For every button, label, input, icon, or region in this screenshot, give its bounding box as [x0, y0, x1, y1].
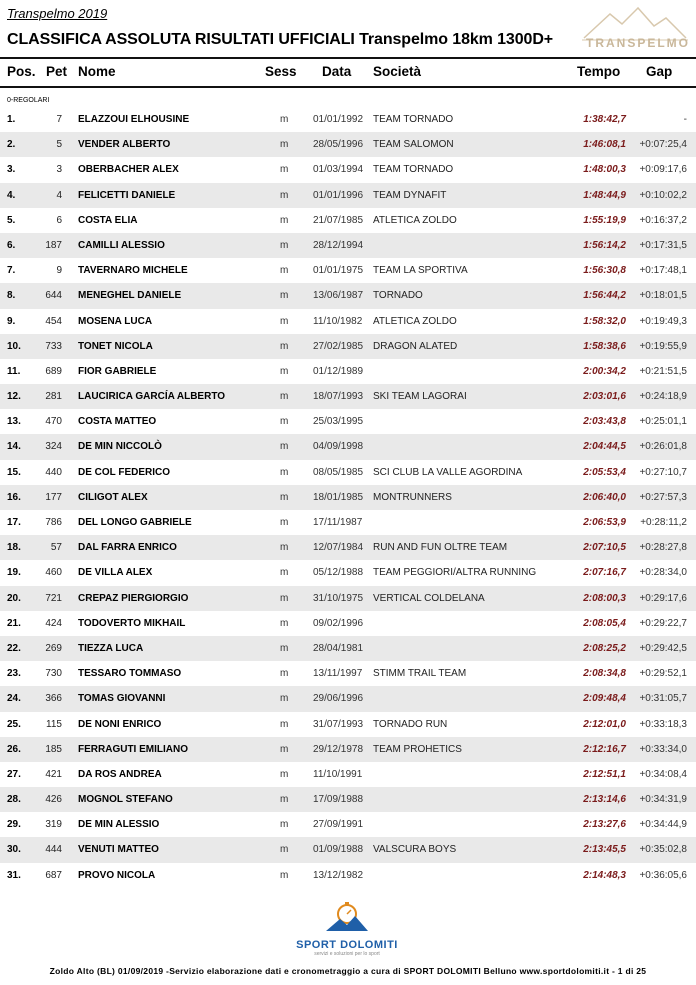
row-birthdate: 18/07/1993	[313, 391, 364, 403]
col-date: Data	[322, 64, 352, 79]
row-birthdate: 01/01/1992	[313, 114, 364, 125]
row-bib: 7	[56, 114, 62, 125]
row-position: 6.	[7, 239, 16, 251]
row-time: 2:08:00,3	[583, 592, 626, 604]
row-bib: 185	[45, 743, 62, 755]
row-time: 2:13:45,5	[583, 844, 626, 856]
row-sex: m	[280, 466, 289, 478]
row-bib: 9	[56, 265, 62, 277]
row-name: DE VILLA ALEX	[78, 567, 153, 579]
row-name: TONET NICOLA	[78, 340, 153, 352]
row-sex: m	[280, 189, 289, 201]
row-gap: +0:28:27,8	[639, 542, 687, 554]
row-position: 8.	[7, 290, 16, 302]
table-row	[0, 787, 696, 812]
row-bib: 3	[56, 164, 62, 176]
row-birthdate: 28/04/1981	[313, 642, 364, 654]
row-position: 12.	[7, 391, 21, 403]
row-gap: +0:16:37,2	[639, 214, 687, 226]
row-bib: 454	[45, 315, 62, 327]
row-time: 2:07:16,7	[583, 567, 626, 579]
row-gap: +0:09:17,6	[639, 164, 687, 176]
logo-word: TRANSPELMO	[586, 36, 690, 50]
row-name: MOGNOL STEFANO	[78, 794, 173, 806]
row-birthdate: 01/01/1975	[313, 265, 364, 277]
row-bib: 644	[45, 290, 62, 302]
row-birthdate: 17/09/1988	[313, 794, 364, 806]
row-sex: m	[280, 794, 289, 806]
table-row	[0, 611, 696, 636]
row-club: SKI TEAM LAGORAI	[373, 391, 467, 403]
row-time: 1:48:00,3	[583, 164, 626, 176]
table-row	[0, 712, 696, 737]
row-gap: +0:17:31,5	[639, 239, 687, 251]
row-position: 27.	[7, 768, 21, 780]
row-gap: +0:29:17,6	[639, 592, 687, 604]
table-row	[0, 586, 696, 611]
row-position: 22.	[7, 642, 21, 654]
row-sex: m	[280, 542, 289, 554]
row-club: TEAM SALOMON	[373, 139, 454, 151]
row-sex: m	[280, 844, 289, 856]
row-gap: +0:21:51,5	[639, 365, 687, 377]
row-time: 1:48:44,9	[583, 189, 626, 201]
row-sex: m	[280, 768, 289, 780]
row-sex: m	[280, 869, 289, 881]
row-sex: m	[280, 214, 289, 226]
table-row	[0, 283, 696, 308]
row-sex: m	[280, 743, 289, 755]
row-position: 25.	[7, 718, 21, 730]
row-gap: +0:28:11,2	[640, 517, 687, 528]
table-row	[0, 384, 696, 409]
brand-tagline: servizi e soluzioni per lo sport	[314, 951, 380, 957]
row-bib: 426	[45, 794, 62, 806]
stopwatch-mountain-icon	[324, 902, 370, 932]
row-bib: 187	[45, 239, 62, 251]
row-bib: 6	[56, 214, 62, 226]
row-gap: +0:26:01,8	[639, 441, 687, 453]
row-position: 24.	[7, 693, 21, 705]
row-club: ATLETICA ZOLDO	[373, 315, 457, 327]
row-time: 1:56:44,2	[583, 290, 626, 302]
row-time: 2:03:01,6	[583, 391, 626, 403]
row-position: 4.	[7, 189, 16, 201]
row-birthdate: 17/11/1987	[313, 517, 363, 528]
table-row	[0, 183, 696, 208]
row-name: MOSENA LUCA	[78, 315, 153, 327]
row-birthdate: 28/12/1994	[313, 239, 364, 251]
row-bib: 440	[45, 466, 62, 478]
row-bib: 366	[45, 693, 62, 705]
table-row	[0, 560, 696, 585]
row-time: 1:38:42,7	[583, 114, 626, 125]
row-sex: m	[280, 491, 289, 503]
row-sex: m	[280, 290, 289, 302]
row-bib: 730	[45, 668, 62, 680]
row-bib: 424	[45, 617, 62, 629]
table-row	[0, 107, 696, 132]
row-club: TORNADO RUN	[373, 718, 448, 730]
row-name: LAUCIRICA GARCÍA ALBERTO	[78, 391, 226, 403]
col-pet: Pet	[46, 64, 68, 79]
row-time: 1:55:19,9	[583, 214, 626, 226]
brand-name: SPORT DOLOMITI	[296, 939, 398, 951]
row-gap: +0:19:55,9	[639, 340, 687, 352]
row-name: ELAZZOUI ELHOUSINE	[78, 114, 190, 125]
row-bib: 5	[56, 139, 62, 151]
results-table	[0, 107, 696, 888]
row-gap: +0:33:34,0	[639, 743, 687, 755]
row-sex: m	[280, 693, 289, 705]
row-position: 1.	[7, 114, 16, 125]
row-position: 16.	[7, 491, 21, 503]
col-club: Società	[373, 64, 422, 79]
table-row	[0, 837, 696, 862]
table-row	[0, 737, 696, 762]
row-birthdate: 27/02/1985	[313, 340, 364, 352]
row-bib: 281	[45, 391, 62, 403]
row-time: 2:12:51,1	[583, 768, 626, 780]
row-position: 3.	[7, 164, 16, 176]
row-bib: 115	[46, 718, 62, 730]
event-title: Transpelmo 2019	[7, 6, 108, 21]
row-name: MENEGHEL DANIELE	[78, 290, 182, 302]
row-birthdate: 01/12/1989	[313, 365, 364, 377]
row-sex: m	[280, 114, 289, 125]
col-pos: Pos.	[7, 64, 36, 79]
row-name: VENDER ALBERTO	[78, 139, 171, 151]
row-sex: m	[280, 340, 289, 352]
row-sex: m	[280, 441, 289, 453]
table-row	[0, 334, 696, 359]
row-gap: +0:33:18,3	[639, 718, 687, 730]
row-time: 2:13:27,6	[583, 819, 626, 831]
col-gap: Gap	[646, 64, 673, 79]
row-sex: m	[280, 365, 289, 377]
row-gap: +0:10:02,2	[639, 189, 687, 201]
row-club: ATLETICA ZOLDO	[373, 214, 457, 226]
row-time: 1:56:30,8	[583, 265, 626, 277]
row-name: FIOR GABRIELE	[78, 365, 157, 377]
row-position: 15.	[7, 466, 21, 478]
row-sex: m	[280, 315, 289, 327]
row-gap: +0:31:05,7	[639, 693, 687, 705]
row-position: 9.	[7, 315, 16, 327]
row-gap: +0:36:05,6	[639, 869, 687, 881]
row-time: 2:06:53,9	[583, 517, 626, 528]
row-birthdate: 18/01/1985	[313, 491, 364, 503]
row-name: TIEZZA LUCA	[78, 642, 144, 654]
row-birthdate: 29/12/1978	[313, 743, 364, 755]
row-position: 21.	[7, 617, 21, 629]
row-club: MONTRUNNERS	[373, 491, 452, 503]
col-name: Nome	[78, 64, 116, 79]
table-row	[0, 510, 696, 535]
row-gap: +0:34:31,9	[639, 794, 687, 806]
row-bib: 269	[45, 642, 62, 654]
table-row	[0, 460, 696, 485]
table-row	[0, 661, 696, 686]
row-name: CILIGOT ALEX	[78, 491, 148, 503]
table-row	[0, 309, 696, 334]
row-bib: 444	[45, 844, 62, 856]
table-row	[0, 132, 696, 157]
row-club: TEAM PROHETICS	[373, 743, 462, 755]
row-time: 1:58:38,6	[583, 340, 626, 352]
row-position: 17.	[7, 517, 21, 528]
row-position: 30.	[7, 844, 21, 856]
row-sex: m	[280, 668, 289, 680]
row-gap: +0:17:48,1	[639, 265, 687, 277]
row-position: 20.	[7, 592, 21, 604]
transpelmo-logo	[580, 4, 690, 60]
row-bib: 324	[45, 441, 62, 453]
top-rule	[0, 57, 696, 59]
row-time: 2:12:01,0	[583, 718, 626, 730]
col-sex: Sess	[265, 64, 297, 79]
row-time: 2:00:34,2	[583, 365, 626, 377]
row-name: DAL FARRA ENRICO	[78, 542, 177, 554]
row-bib: 689	[45, 365, 62, 377]
row-position: 14.	[7, 441, 21, 453]
row-name: DA ROS ANDREA	[78, 768, 162, 780]
table-row	[0, 812, 696, 837]
table-row	[0, 485, 696, 510]
table-row	[0, 762, 696, 787]
header-rule	[0, 86, 696, 88]
row-sex: m	[280, 567, 289, 579]
table-row	[0, 686, 696, 711]
row-position: 11.	[7, 365, 21, 377]
row-gap: +0:25:01,1	[639, 416, 687, 428]
row-birthdate: 01/03/1994	[313, 164, 364, 176]
table-row	[0, 208, 696, 233]
row-birthdate: 08/05/1985	[313, 466, 364, 478]
row-sex: m	[280, 819, 289, 831]
table-row	[0, 636, 696, 661]
row-bib: 786	[45, 517, 62, 528]
row-birthdate: 04/09/1998	[313, 441, 364, 453]
row-name: DE COL FEDERICO	[78, 466, 171, 478]
sport-dolomiti-logo	[282, 902, 412, 962]
row-name: PROVO NICOLA	[78, 869, 156, 881]
row-gap: +0:35:02,8	[639, 844, 687, 856]
row-birthdate: 09/02/1996	[313, 617, 364, 629]
row-position: 28.	[7, 794, 21, 806]
row-position: 31.	[7, 869, 21, 881]
row-gap: +0:19:49,3	[639, 315, 687, 327]
row-time: 2:07:10,5	[583, 542, 626, 554]
row-name: CAMILLI ALESSIO	[78, 239, 165, 251]
row-sex: m	[280, 642, 289, 654]
row-bib: 319	[45, 819, 62, 831]
row-club: TEAM DYNAFIT	[373, 189, 447, 201]
row-birthdate: 01/01/1996	[313, 189, 364, 201]
row-club: STIMM TRAIL TEAM	[373, 668, 467, 680]
row-position: 2.	[7, 139, 16, 151]
row-birthdate: 12/07/1984	[313, 542, 364, 554]
row-club: TEAM TORNADO	[373, 164, 454, 176]
row-time: 2:08:34,8	[583, 668, 626, 680]
row-gap: +0:29:42,5	[639, 642, 687, 654]
page-footer: Zoldo Alto (BL) 01/09/2019 -Servizio elaborazione dati e cronometraggio a cura di SPORT DOLOMITI Belluno www.sportdolomiti.it - 1 di 25	[49, 966, 647, 976]
row-birthdate: 31/07/1993	[313, 718, 364, 730]
row-name: DEL LONGO GABRIELE	[78, 517, 192, 528]
row-birthdate: 11/10/1991	[313, 768, 363, 780]
row-birthdate: 01/09/1988	[313, 844, 364, 856]
row-gap: -	[683, 114, 687, 125]
row-name: COSTA ELIA	[78, 214, 138, 226]
row-position: 19.	[7, 567, 21, 579]
table-row	[0, 535, 696, 560]
table-row	[0, 157, 696, 182]
row-time: 2:05:53,4	[583, 466, 626, 478]
row-name: VENUTI MATTEO	[78, 844, 159, 856]
row-club: VALSCURA BOYS	[373, 844, 457, 856]
row-gap: +0:07:25,4	[639, 139, 687, 151]
row-name: TAVERNARO MICHELE	[78, 265, 188, 277]
row-sex: m	[280, 592, 289, 604]
row-gap: +0:34:08,4	[639, 768, 687, 780]
row-gap: +0:29:52,1	[639, 668, 687, 680]
row-club: RUN AND FUN OLTRE TEAM	[373, 542, 508, 554]
mountain-logo-icon	[580, 4, 690, 60]
row-club: TEAM TORNADO	[373, 114, 454, 125]
row-name: FELICETTI DANIELE	[78, 189, 176, 201]
row-birthdate: 13/06/1987	[313, 290, 364, 302]
row-sex: m	[280, 164, 289, 176]
row-sex: m	[280, 617, 289, 629]
row-sex: m	[280, 265, 289, 277]
row-birthdate: 11/10/1982	[313, 315, 363, 327]
row-sex: m	[280, 416, 289, 428]
row-bib: 721	[45, 592, 62, 604]
row-gap: +0:28:34,0	[639, 567, 687, 579]
row-name: TODOVERTO MIKHAIL	[78, 617, 186, 629]
row-club: SCI CLUB LA VALLE AGORDINA	[373, 466, 523, 478]
row-birthdate: 25/03/1995	[313, 416, 364, 428]
row-birthdate: 29/06/1996	[313, 693, 364, 705]
row-sex: m	[280, 718, 289, 730]
table-row	[0, 258, 696, 283]
row-time: 2:09:48,4	[583, 693, 626, 705]
row-sex: m	[280, 391, 289, 403]
row-time: 2:08:25,2	[583, 642, 626, 654]
row-sex: m	[280, 139, 289, 151]
row-time: 1:56:14,2	[583, 239, 626, 251]
row-club: DRAGON ALATED	[373, 340, 458, 352]
row-position: 18.	[7, 542, 21, 554]
row-gap: +0:18:01,5	[639, 290, 687, 302]
row-position: 5.	[7, 214, 16, 226]
row-name: FERRAGUTI EMILIANO	[78, 743, 188, 755]
row-position: 23.	[7, 668, 21, 680]
row-name: CREPAZ PIERGIORGIO	[78, 592, 189, 604]
table-row	[0, 359, 696, 384]
row-bib: 733	[45, 340, 62, 352]
row-bib: 470	[45, 416, 62, 428]
row-club: TORNADO	[373, 290, 423, 302]
row-time: 2:06:40,0	[583, 491, 626, 503]
row-gap: +0:24:18,9	[639, 391, 687, 403]
row-time: 1:58:32,0	[583, 315, 626, 327]
row-position: 7.	[7, 265, 16, 277]
row-birthdate: 21/07/1985	[313, 214, 364, 226]
table-row	[0, 409, 696, 434]
row-birthdate: 28/05/1996	[313, 139, 364, 151]
row-name: DE NONI ENRICO	[78, 718, 162, 730]
row-time: 2:13:14,6	[583, 794, 626, 806]
row-bib: 177	[45, 491, 62, 503]
table-row	[0, 863, 696, 888]
row-gap: +0:34:44,9	[639, 819, 687, 831]
row-club: TEAM LA SPORTIVA	[373, 265, 468, 277]
row-bib: 57	[50, 542, 62, 554]
row-birthdate: 05/12/1988	[313, 567, 364, 579]
row-bib: 421	[45, 768, 62, 780]
row-birthdate: 13/11/1997	[313, 668, 363, 680]
page-title: CLASSIFICA ASSOLUTA RISULTATI UFFICIALI Transpelmo 18km 1300D+	[7, 31, 554, 48]
row-birthdate: 27/09/1991	[313, 819, 364, 831]
row-time: 1:46:08,1	[583, 139, 626, 151]
row-time: 2:14:48,3	[583, 869, 626, 881]
row-name: TOMAS GIOVANNI	[78, 693, 166, 705]
row-position: 10.	[7, 340, 21, 352]
row-name: DE MIN NICCOLÒ	[78, 441, 162, 453]
row-time: 2:04:44,5	[583, 441, 626, 453]
col-time: Tempo	[577, 64, 621, 79]
row-position: 26.	[7, 743, 21, 755]
table-row	[0, 233, 696, 258]
row-club: TEAM PEGGIORI/ALTRA RUNNING	[373, 567, 537, 579]
row-time: 2:03:43,8	[583, 416, 626, 428]
row-birthdate: 31/10/1975	[313, 592, 364, 604]
row-position: 29.	[7, 819, 21, 831]
row-birthdate: 13/12/1982	[313, 869, 364, 881]
row-position: 13.	[7, 416, 21, 428]
table-header	[0, 62, 696, 82]
row-time: 2:08:05,4	[583, 617, 626, 629]
row-name: OBERBACHER ALEX	[78, 164, 179, 176]
table-row	[0, 434, 696, 459]
row-gap: +0:27:10,7	[639, 466, 687, 478]
row-bib: 4	[56, 189, 62, 201]
row-name: DE MIN ALESSIO	[78, 819, 160, 831]
row-name: COSTA MATTEO	[78, 416, 157, 428]
category-label: 0-REGOLARI	[7, 97, 50, 104]
row-bib: 460	[45, 567, 62, 579]
row-sex: m	[280, 517, 289, 528]
row-gap: +0:29:22,7	[639, 617, 687, 629]
row-time: 2:12:16,7	[583, 743, 626, 755]
row-name: TESSARO TOMMASO	[78, 668, 182, 680]
row-gap: +0:27:57,3	[639, 491, 687, 503]
row-sex: m	[280, 239, 289, 251]
row-club: VERTICAL COLDELANA	[373, 592, 485, 604]
row-bib: 687	[45, 869, 62, 881]
